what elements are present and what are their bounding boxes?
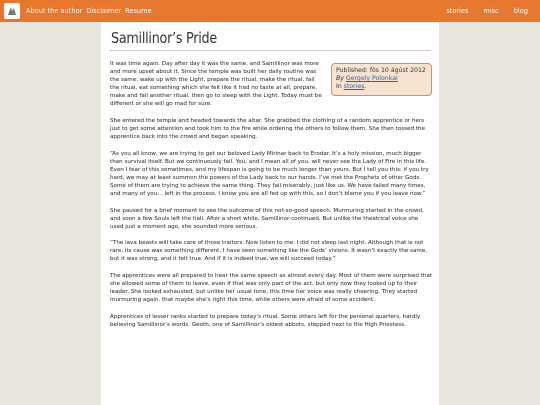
page-title: Samillinor’s Pride (111, 29, 217, 47)
paragraph: Apprentices of lesser ranks started to prepare today’s ritual. Some others left for the personal quarters, hardly believing Samillinor’s words. Geoth, one of Samillinor’s oldest abbots, stepped next to the High Priestess. (110, 313, 421, 328)
article-container (101, 22, 439, 405)
site-logo-icon[interactable] (4, 3, 20, 19)
by-label: By (336, 75, 344, 83)
title-divider (109, 50, 431, 51)
top-navigation-bar (0, 0, 540, 22)
author-link[interactable]: Gergely Polonkai (345, 75, 398, 83)
paragraph: She entered the temple and headed towards the altar. She grabbed the clothing of a random apprentice or hers just to get some attention and took him to the fire while ordering the others to follow them. She then tossed the apprentice back into the crowd and began speaking. (110, 117, 426, 141)
paragraph: The apprentices were all prepared to hear the same speech as almost every day. Most of them were surprised that she allowed some of them to leave, even if that was only part of the act, but only now they looked up to their leader. She looked exhausted, but unlike her usual tone, this time her voice was really cheering. They started murmuring again, that maybe she’s right this time, while others were afraid of some accident. (110, 272, 433, 304)
paragraph: “As you all know, we are trying to get our beloved Lady Mirinar back to Erodar. It’s a holy mission, much bigger than survival itself. But we continuously fail. You, and I mean all of you, will never see the Lady of Fire in this life. Even I fear of this sometimes, and my lifespan is going to be much longer than yours. But I tell you this: if you try hard, we may at least summon the powers of the Lady back to our hands. I’ve met the Prophets of other Gods. Some of them are trying to achieve the same thing. They fail miserably, just like us. We have failed many times, and many of you… left in the process. I know you are all fed up with this, so I don’t blame you if you leave now.” (110, 150, 429, 198)
nav-link-misc[interactable]: misc (483, 7, 499, 15)
nav-link-resume[interactable]: Resume (125, 7, 152, 15)
nav-link-stories[interactable]: stories (446, 7, 469, 15)
in-label: In (336, 83, 342, 91)
nav-link-blog[interactable]: blog (513, 7, 528, 15)
published-date: fös 10 ágúst 2012 (369, 67, 426, 74)
article-body (110, 60, 433, 337)
nav-link-about[interactable]: About the author (26, 7, 83, 15)
category-link[interactable]: stories (343, 83, 365, 91)
category-line: In stories. (336, 83, 367, 91)
paragraph: It was time again. Day after day it was the same, and Samillinor was more and more upset about it. Since the temple was built her daily routine was the same: wake up with the Light, prepare the ritual, make the ritual, fail the ritual, eat something which she felt like it had no taste at all, prepare, make and fail another ritual, then go to sleep with the Light. Today must be different or she will go mad for sure. (110, 61, 322, 108)
paragraph: “The lava beasts will take care of those traitors. Now listen to me. I did not sleep last night. Although that is not rare, its cause was something different. I have seen something like the Gods’ visions. It wasn’t exactly the same, but it was strong, and it felt true. And if it is indeed true, we will succeed today.” (110, 240, 428, 263)
paragraph: She paused for a brief moment to see the outcome of this not-so-good speech. Murmuring started in the crowd, and soon a few Souls left the hall. After a short while, Samillinor continued. But unlike the theatrical voice she used just a moment ago, she sounded more serious. (110, 207, 424, 230)
published-label: Published: (336, 67, 368, 74)
nav-link-disclaimer[interactable]: Disclaimer (86, 7, 122, 15)
